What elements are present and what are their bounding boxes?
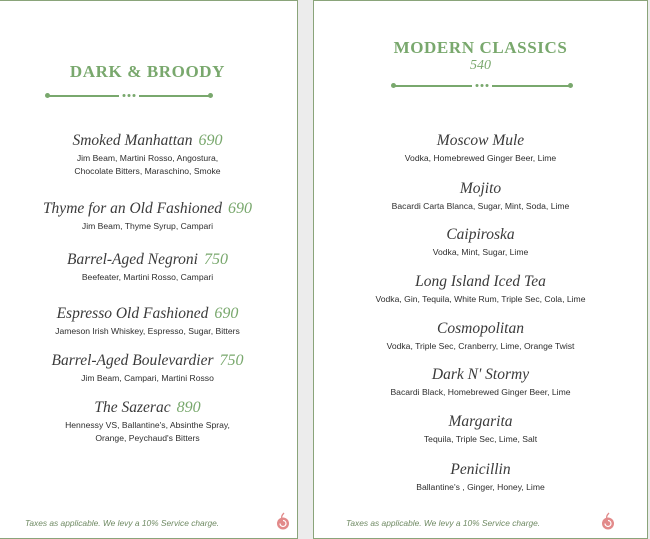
menu-item-heading (0, 352, 297, 370)
menu-item (0, 200, 297, 233)
menu-item-price: 690 (214, 305, 239, 322)
menu-item (314, 180, 647, 213)
menu-item-price: 750 (204, 251, 228, 268)
menu-item (0, 132, 297, 178)
menu-item (314, 461, 647, 494)
menu-item-description: Bacardi Carta Blanca, Sugar, Mint, Soda, Lime (391, 201, 570, 211)
menu-item-name: Barrel-Aged Boulevardier (51, 352, 214, 369)
menu-item-heading (0, 305, 297, 323)
menu-item-heading (0, 251, 297, 269)
menu-item-heading (0, 132, 297, 150)
ornament-divider-icon (392, 81, 572, 91)
menu-item (0, 251, 297, 284)
menu-item-description: Vodka, Homebrewed Ginger Beer, Lime (404, 153, 557, 163)
section-price: 540 (470, 58, 491, 73)
menu-item-description: Ballantine's , Ginger, Honey, Lime (416, 482, 545, 492)
menu-item (0, 399, 297, 445)
ornament-divider-icon (46, 91, 212, 101)
menu-item (314, 273, 647, 306)
section-title-dark-broody: DARK & BROODY (69, 62, 226, 81)
menu-item-description: Jim Beam, Thyme Syrup, Campari (81, 221, 214, 231)
section-title-modern-classics: MODERN CLASSICS (393, 38, 568, 57)
menu-item-description: Vodka, Mint, Sugar, Lime (432, 247, 529, 257)
menu-item-description: Tequila, Triple Sec, Lime, Salt (423, 434, 538, 444)
menu-item (314, 413, 647, 446)
menu-item-name: Espresso Old Fashioned (56, 305, 209, 322)
menu-item-name: Margarita (448, 413, 513, 430)
menu-item (314, 226, 647, 259)
menu-item-name: Penicillin (450, 461, 511, 478)
menu-item (314, 132, 647, 165)
menu-item-heading (0, 200, 297, 218)
menu-item-price: 690 (228, 200, 253, 217)
menu-item (0, 305, 297, 338)
menu-item-name: Long Island Iced Tea (415, 273, 546, 290)
menu-item-name: Barrel-Aged Negroni (66, 251, 198, 268)
menu-item-name: The Sazerac (94, 399, 171, 416)
menu-item-description: Jim Beam, Campari, Martini Rosso (81, 373, 214, 383)
menu-item-name: Caipiroska (446, 226, 515, 243)
menu-item (0, 352, 297, 385)
right-menu-page (313, 0, 648, 539)
menu-item-price: 750 (219, 352, 244, 369)
menu-item-name: Smoked Manhattan (72, 132, 193, 149)
menu-item-price: 690 (198, 132, 223, 149)
menu-item-description: Jim Beam, Martini Rosso, Angostura, Chocolate Bitters, Maraschino, Smoke (74, 153, 221, 176)
tax-footer-note: Taxes as applicable. We levy a 10% Service charge. (346, 518, 541, 528)
menu-item-heading (0, 399, 297, 417)
menu-item-description: Vodka, Triple Sec, Cranberry, Lime, Orange Twist (386, 341, 575, 351)
menu-item-description: Hennessy VS, Ballantine's, Absinthe Spray, Orange, Peychaud's Bitters (65, 420, 230, 443)
menu-item-description: Beefeater, Martini Rosso, Campari (81, 272, 214, 282)
menu-item (314, 366, 647, 399)
menu-item-description: Bacardi Black, Homebrewed Ginger Beer, Lime (390, 387, 571, 397)
menu-item-name: Moscow Mule (436, 132, 525, 149)
menu-item-name: Mojito (459, 180, 502, 197)
tax-footer-note: Taxes as applicable. We levy a 10% Service charge. (25, 518, 220, 528)
snail-logo-icon (275, 512, 291, 530)
menu-item-description: Jameson Irish Whiskey, Espresso, Sugar, Bitters (55, 326, 240, 336)
menu-item-price: 890 (176, 399, 201, 416)
menu-item (314, 320, 647, 353)
menu-item-description: Vodka, Gin, Tequila, White Rum, Triple Sec, Cola, Lime (375, 294, 586, 304)
snail-logo-icon (600, 512, 616, 530)
left-menu-page (0, 0, 298, 539)
menu-item-name: Cosmopolitan (437, 320, 524, 337)
menu-item-name: Thyme for an Old Fashioned (42, 200, 223, 217)
menu-item-name: Dark N' Stormy (431, 366, 530, 383)
